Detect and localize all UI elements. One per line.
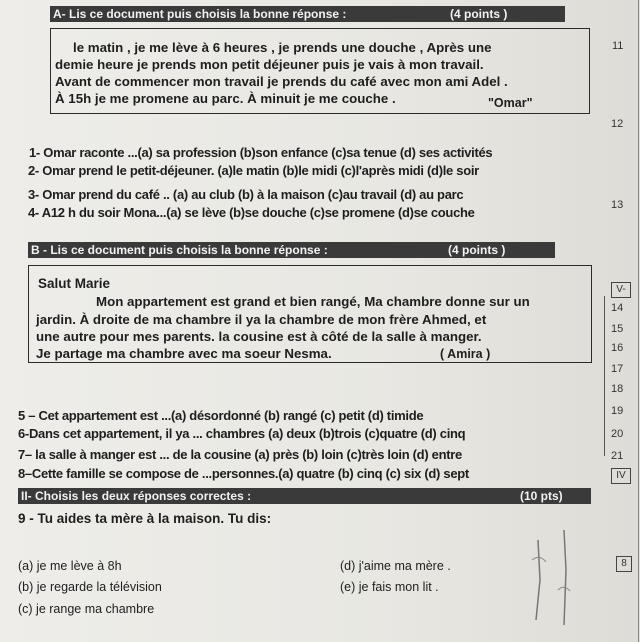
section-a-header-text: A- Lis ce document puis choisis la bonne réponse : [53,7,347,21]
section-b-line-4: Je partage ma chambre avec ma soeur Nesma. [36,346,332,361]
question-6: 6-Dans cet appartement, il ya ... chambres (a) deux (b)trois (c)quatre (d) cinq [18,426,466,441]
section-a-signature: "Omar" [488,96,533,110]
section-a-points: (4 points ) [450,7,508,21]
option-c: (c) je range ma chambre [18,602,155,616]
section-a-line-4: À 15h je me promene au parc. À minuit je me couche . [55,91,396,106]
section-b-header [28,242,555,258]
bleed-through-marks [520,520,610,630]
margin-number-18: 18 [611,383,624,395]
section-b-signature: ( Amira ) [440,347,491,361]
section-a-header [50,6,565,22]
option-a: (a) je me lève à 8h [18,559,122,573]
question-3: 3- Omar prend du café .. (a) au club (b) à la maison (c)au travail (d) au parc [28,187,464,202]
margin-number-19: 19 [611,405,624,417]
question-7: 7– la salle à manger est ... de la cousine (a) près (b) loin (c)très loin (d) entre [18,447,462,462]
section-a-line-2: demie heure je prends mon petit déjeuner puis je vais à mon travail. [55,57,484,72]
section-ii-header-text: II- Choisis les deux réponses correctes : [21,489,252,503]
margin-tab-8: 8 [616,556,632,572]
option-e: (e) je fais mon lit . [340,580,439,594]
margin-tab-iv: IV [611,468,631,484]
question-2: 2- Omar prend le petit-déjeuner. (a)le matin (b)le midi (c)l'après midi (d)le soir [28,163,479,178]
section-ii-points: (10 pts) [520,489,563,503]
margin-number-16: 16 [611,342,624,354]
margin-right-rule [638,0,639,642]
section-b-line-2: jardin. À droite de ma chambre il ya la chambre de mon frère Ahmed, et [36,312,487,327]
section-b-line-1: Mon appartement est grand et bien rangé, Ma chambre donne sur un [96,294,530,309]
section-ii-header [18,488,591,504]
section-b-greeting: Salut Marie [38,276,111,291]
section-b-header-text: B - Lis ce document puis choisis la bonne réponse : [31,243,328,257]
section-a-line-1: le matin , je me lève à 6 heures , je prends une douche , Après une [73,40,492,55]
margin-number-13: 13 [611,199,624,211]
margin-vertical-rule [604,296,605,456]
margin-number-20: 20 [611,428,624,440]
question-1: 1- Omar raconte ...(a) sa profession (b)son enfance (c)sa tenue (d) ses activités [29,145,493,160]
margin-number-17: 17 [611,363,624,375]
option-b: (b) je regarde la télévision [18,580,162,594]
margin-number-12: 12 [611,118,624,130]
margin-number-11: 11 [612,40,624,52]
question-9: 9 - Tu aides ta mère à la maison. Tu dis: [18,511,272,526]
margin-number-21: 21 [611,450,624,462]
option-d: (d) j'aime ma mère . [340,559,451,573]
margin-number-15: 15 [611,323,624,335]
question-8: 8–Cette famille se compose de ...personnes.(a) quatre (b) cinq (c) six (d) sept [18,466,469,481]
margin-number-14: 14 [611,302,624,314]
question-5: 5 – Cet appartement est ...(a) désordonné (b) rangé (c) petit (d) timide [18,408,424,423]
section-b-line-3: une autre pour mes parents. la cousine est à côté de la salle à manger. [36,329,482,344]
section-a-line-3: Avant de commencer mon travail je prends du café avec mon ami Adel . [55,74,508,89]
margin-tab-v: V- [611,282,631,298]
section-b-points: (4 points ) [448,243,506,257]
question-4: 4- A12 h du soir Mona...(a) se lève (b)se douche (c)se promene (d)se couche [28,205,475,220]
